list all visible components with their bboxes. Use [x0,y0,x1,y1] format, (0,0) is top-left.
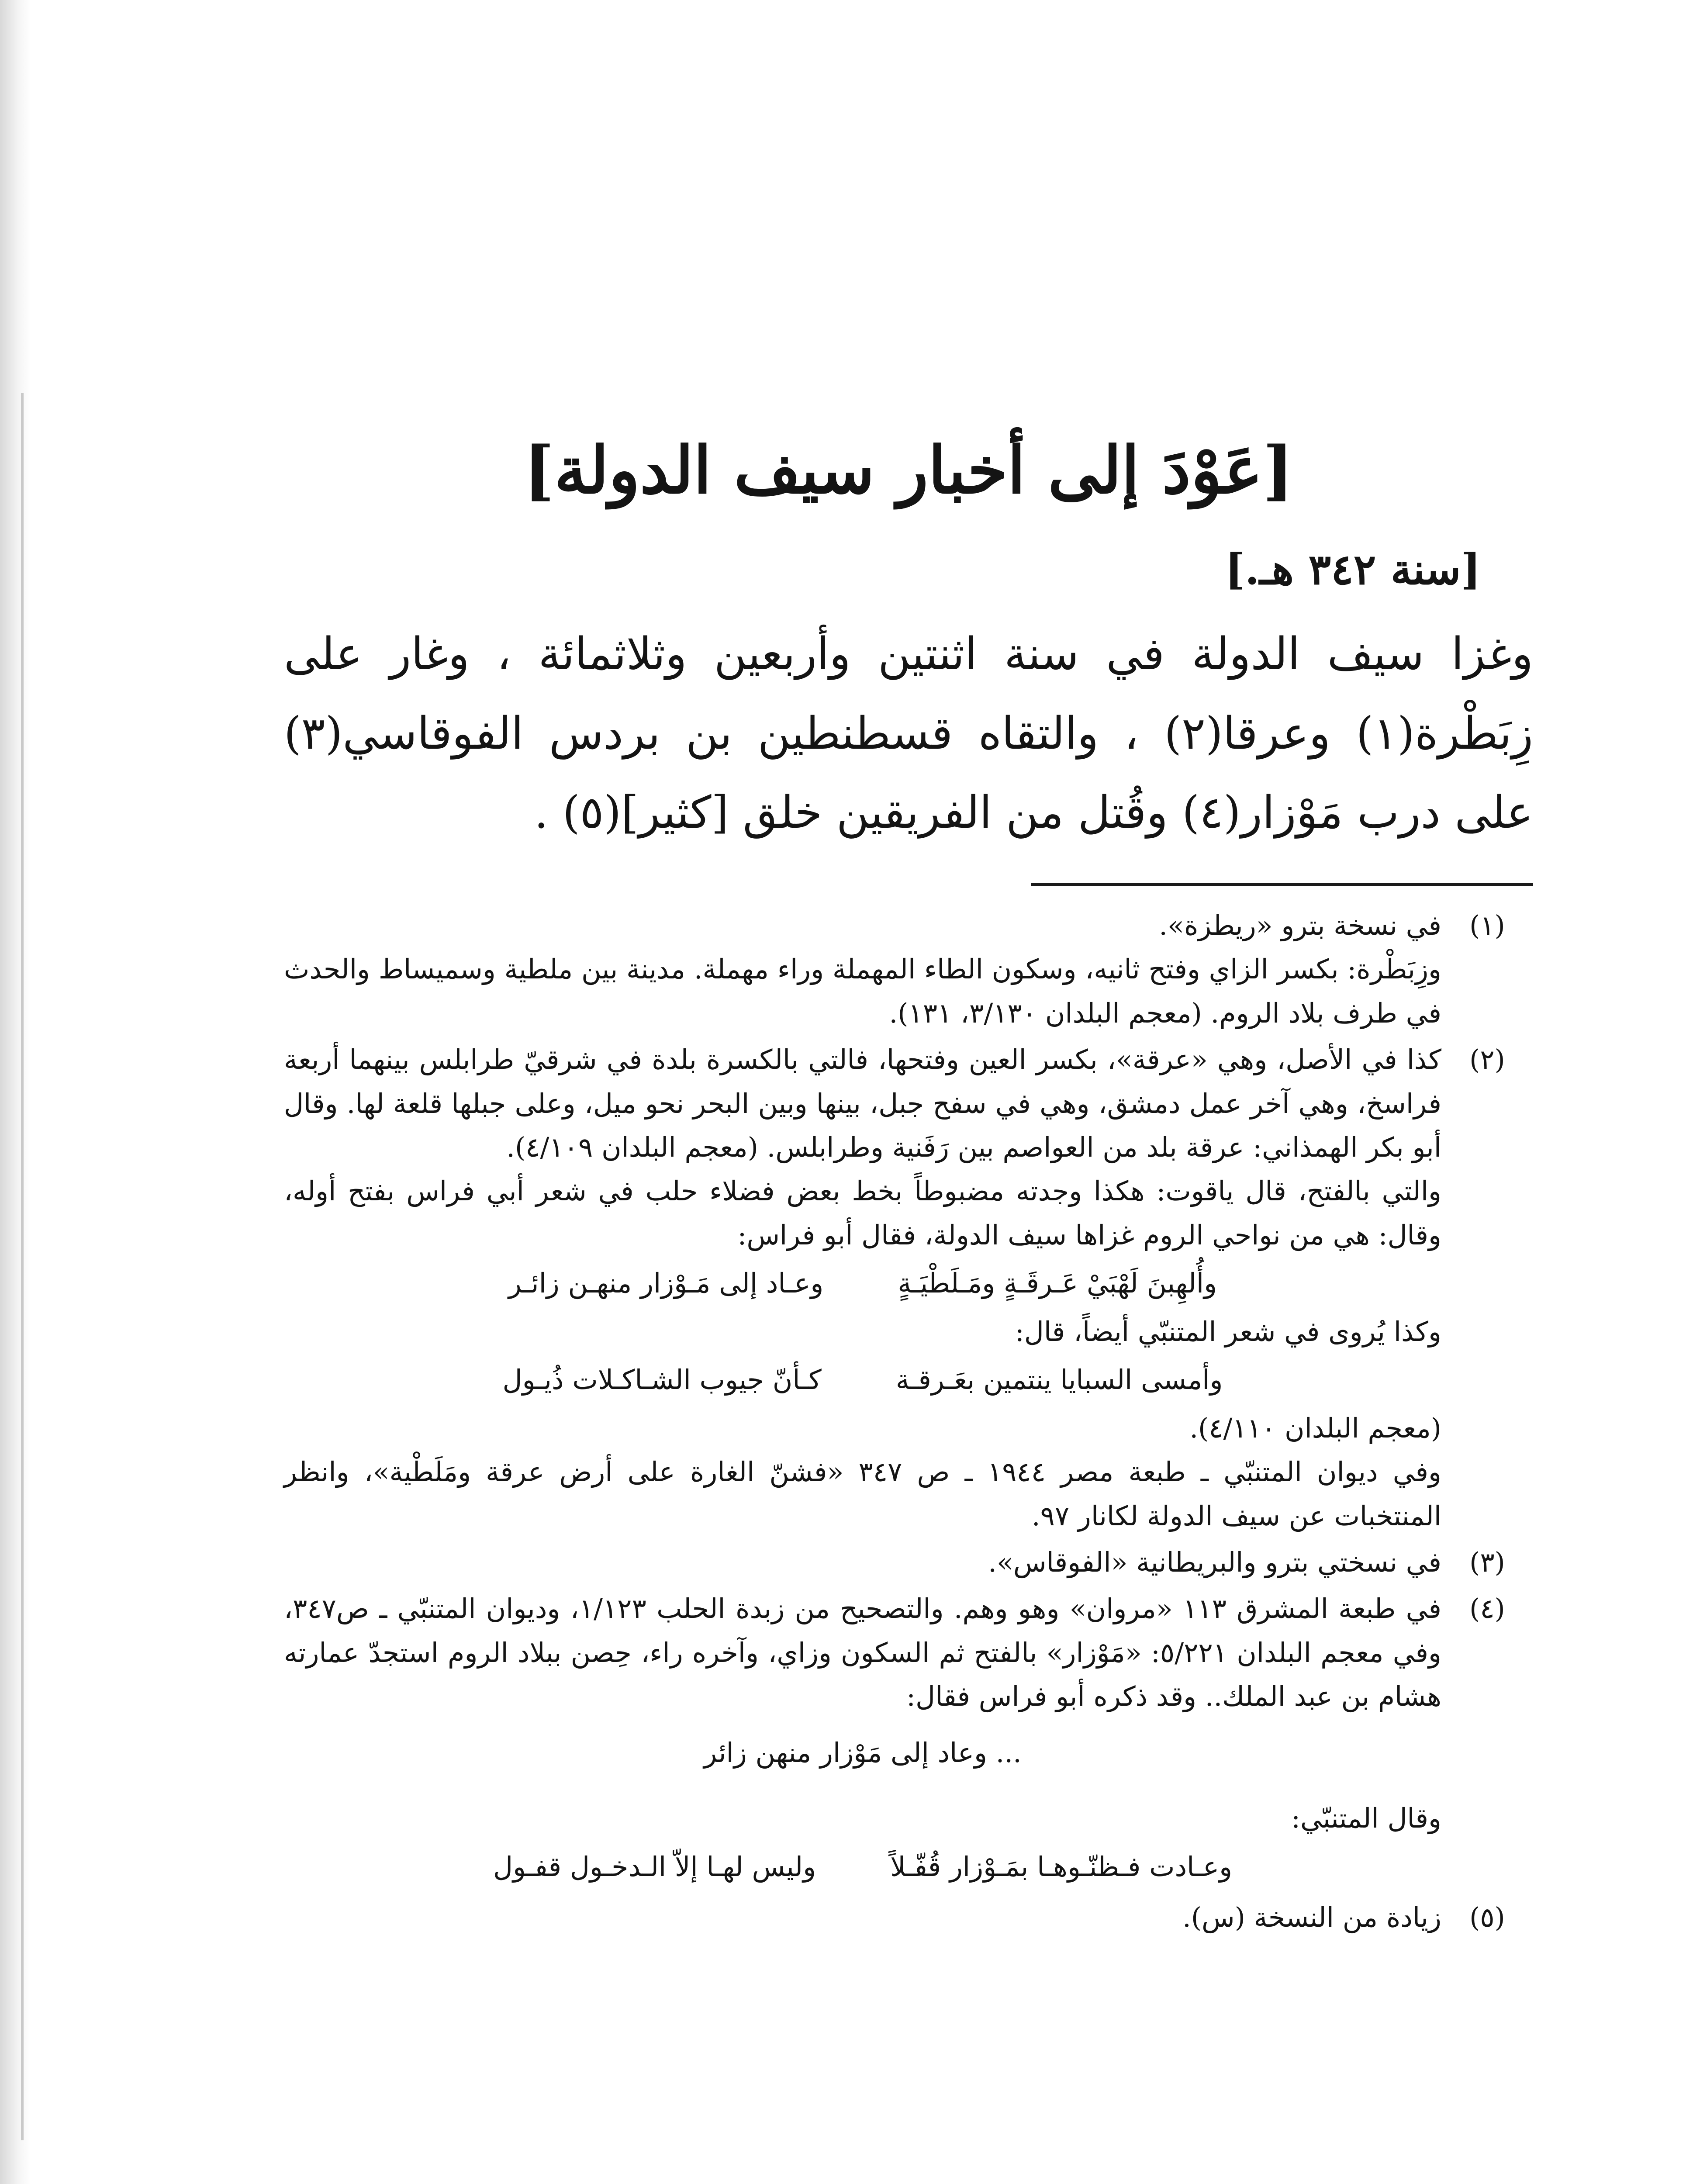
footnote-body [284,1038,1441,1538]
footnote-number: (٥) [1469,1901,1505,1934]
footnote-line: وكذا يُروى في شعر المتنبّي أيضاً، قال: [1015,1315,1441,1348]
footnote-line: كذا في الأصل، وهي «عرقة»، بكسر العين وفتحها، فالتي بالكسرة بلدة في شرقيّ طرابلس بينهما أربعة فراسخ، وهي آخر عمل دمشق، وهي في سفح جبل، بينها وبين البحر نحو ميل، وعلى جبلها قلعة لها. وقال أبو بكر الهمذاني: عرقة بلد من العواصم بين رَفَنية وطرابلس. (معجم البلدان ٤/١٠٩). [284,1044,1441,1164]
footnote-body [284,1896,1441,1939]
verse-hemistich-first: وأُلهِبنَ لَهْبَيْ عَـرقَـةٍ ومَـلَطْيَـةٍ [898,1267,1217,1299]
footnote-body [284,1587,1441,1893]
main-paragraph: وغزا سيف الدولة في سنة اثنتين وأربعين وثلاثمائة ، وغار على زِبَطْرة(١) وعرقا(٢) ، والتقاه قسطنطين بن بردس الفوقاسي(٣) على درب مَوْزار(٤) وقُتل من الفريقين خلق [كثير](٥) . [284,628,1534,839]
footnote-line: (معجم البلدان ٤/١١٠). [1189,1412,1441,1444]
footnote-line: في طبعة المشرق ١١٣ «مروان» وهو وهم. والتصحيح من زبدة الحلب ١/١٢٣، وديوان المتنبّي ـ ص٣٤٧، وفي معجم البلدان ٥/٢٢١: «مَوْزار» بالفتح ثم السكون وزاي، وآخره راء، حِصن ببلاد الروم استجدّ عمارته هشام بن عبد الملك.. وقد ذكره أبو فراس فقال: [284,1593,1441,1713]
poetry-verse [284,1358,1441,1402]
footnote-body [284,904,1441,1035]
footnote-1 [284,904,1533,1035]
footnote-number: (٤) [1469,1593,1505,1625]
footnote-line: والتي بالفتح، قال ياقوت: هكذا وجدته مضبوطاً بخط بعض فضلاء حلب في شعر أبي فراس بفتح أوله، وقال: هي من نواحي الروم غزاها سيف الدولة، فقال أبو فراس: [284,1175,1441,1251]
scan-fold-line [21,393,24,2140]
footnote-2 [284,1038,1533,1538]
footnote-line: وقال المتنبّي: [1291,1802,1441,1835]
footnote-5 [284,1896,1533,1939]
footnote-number: (١) [1469,909,1505,941]
footnote-line: وفي ديوان المتنبّي ـ طبعة مصر ١٩٤٤ ـ ص ٣٤٧ «فشنّ الغارة على أرض عرقة ومَلَطْية»، وانظر المنتخبات عن سيف الدولة لكانار ٩٧. [284,1456,1441,1532]
verse-hemistich-second: كـأنّ جيوب الشـاكـلات ذُيـول [502,1364,822,1396]
verse-hemistich-second: وليس لهـا إلاّ الـدخـول قفـول [493,1850,816,1883]
footnote-line: زيادة من النسخة (س). [1182,1901,1441,1934]
verse-hemistich-second: وعـاد إلى مَـوْزار منهـن زائـر [508,1267,824,1299]
scan-edge-shadow [0,0,31,2184]
poetry-verse-partial: ... وعاد إلى مَوْزار منهن زائر [704,1736,1022,1769]
year-heading: [سنة ٣٤٢ هـ.] [1225,545,1481,594]
footnote-separator [1031,883,1533,886]
footnote-3 [284,1541,1533,1584]
verse-hemistich-first: وأمسى السبايا ينتمين بعَـرقـة [895,1364,1223,1396]
poetry-verse [284,1261,1441,1305]
section-title: [عَوْدَ إلى أخبار سيف الدولة] [524,432,1293,508]
poetry-verse [284,1845,1441,1889]
book-page [284,428,1533,2184]
footnote-line: وزِبَطْرة: بكسر الزاي وفتح ثانيه، وسكون الطاء المهملة وراء مهملة. مدينة بين ملطية وسميساط والحدث في طرف بلاد الروم. (معجم البلدان ٣/١٣٠، ١٣١). [284,953,1441,1029]
verse-hemistich-first: وعـادت فـظنّـوهـا بمَـوْزار قُفّـلاً [890,1850,1233,1883]
footnote-number: (٣) [1469,1546,1505,1578]
footnote-line: في نسخة بترو «ريطزة». [1159,909,1441,941]
footnote-body [284,1541,1441,1584]
footnote-4 [284,1587,1533,1893]
footnote-line: في نسختي بترو والبريطانية «الفوقاس». [988,1546,1441,1578]
footnote-number: (٢) [1469,1044,1505,1076]
footnotes [284,904,1533,1940]
